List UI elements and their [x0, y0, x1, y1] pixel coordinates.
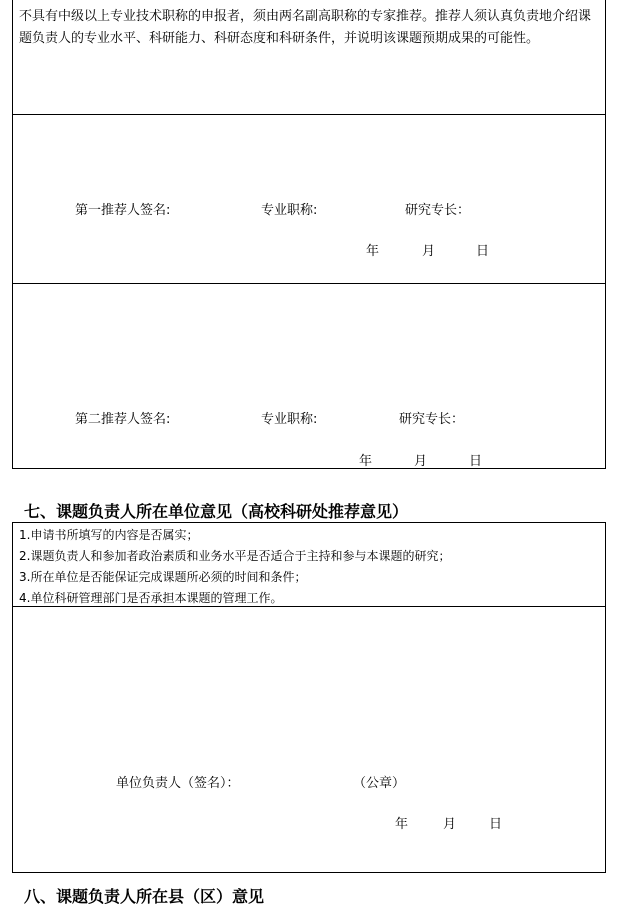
row-divider — [13, 283, 605, 284]
section-7-heading: 七、课题负责人所在单位意见（高校科研处推荐意见） — [24, 502, 409, 521]
second-date-month: 月 — [414, 454, 428, 469]
second-recommender-specialty-label: 研究专长： — [399, 412, 465, 427]
checklist-item-4: 4.单位科研管理部门是否承担本课题的管理工作。 — [19, 591, 283, 605]
unit-leader-signature-label: 单位负责人（签名）： — [116, 776, 240, 791]
row-divider — [13, 606, 605, 607]
first-date-year: 年 — [366, 244, 380, 259]
unit-opinion-table — [12, 522, 606, 873]
first-recommender-specialty-label: 研究专长： — [405, 203, 471, 218]
recommendation-table — [12, 0, 606, 469]
second-date-year: 年 — [359, 454, 373, 469]
section-8-heading: 八、课题负责人所在县（区）意见 — [24, 887, 265, 906]
first-recommender-title-label: 专业职称: — [261, 203, 318, 218]
first-date-day: 日 — [476, 244, 490, 259]
unit-date-day: 日 — [489, 817, 503, 832]
recommendation-instructions: 不具有中级以上专业技术职称的申报者，须由两名副高职称的专家推荐。推荐人须认真负责地介绍课题负责人的专业水平、科研能力、科研态度和科研条件，并说明该课题预期成果的可能性。 — [19, 9, 592, 46]
unit-date-year: 年 — [395, 817, 409, 832]
first-recommender-signature-label: 第一推荐人签名: — [75, 203, 171, 218]
second-recommender-signature-label: 第二推荐人签名: — [75, 412, 171, 427]
first-date-month: 月 — [422, 244, 436, 259]
official-seal-label: （公章） — [353, 776, 406, 791]
second-date-day: 日 — [469, 454, 483, 469]
second-recommender-title-label: 专业职称: — [261, 412, 318, 427]
checklist-item-3: 3.所在单位是否能保证完成课题所必须的时间和条件； — [19, 570, 307, 584]
row-divider — [13, 114, 605, 115]
checklist-item-2: 2.课题负责人和参加者政治素质和业务水平是否适合于主持和参与本课题的研究； — [19, 549, 451, 563]
checklist-item-1: 1.申请书所填写的内容是否属实； — [19, 528, 199, 542]
unit-date-month: 月 — [443, 817, 457, 832]
